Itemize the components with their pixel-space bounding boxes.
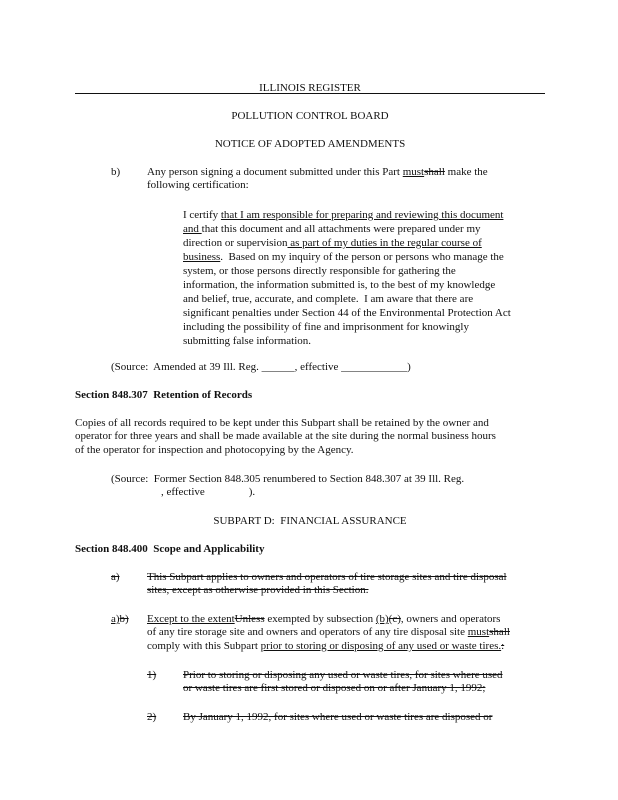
section-400-heading: Section 848.400 Scope and Applicability [75, 543, 265, 555]
item-b-text: Any person signing a document submitted under this Part mustshall make the following certification: [147, 166, 488, 192]
item-a-label: a) [111, 571, 120, 583]
item-b-label: b) [111, 166, 121, 178]
subitem-1-label: 1) [147, 669, 157, 681]
board-title: POLLUTION CONTROL BOARD [231, 110, 389, 122]
section-307-heading: Section 848.307 Retention of Records [75, 389, 253, 401]
subitem-2-label: 2) [147, 711, 157, 723]
section-307-body: Copies of all records required to be kept under this Subpart shall be retained by the owner and operator for three years and shall be made available at the site during the normal business hours of the operator for inspection and photocopying by the Agency. [75, 417, 496, 456]
item-ab-text: Except to the extentUnless exempted by subsection (b)(c), owners and operators of any tire storage site and owners and operators of any tire disposal site mustshall comply with this Subpart prior to storing or disposing of any used or waste tires.: [147, 613, 510, 652]
notice-title: NOTICE OF ADOPTED AMENDMENTS [214, 138, 406, 150]
subitem-1-text: Prior to storing or disposing any used or waste tires, for sites where used or waste tires are first stored or disposed on or after January 1, 1992; [183, 669, 503, 695]
source-note-renumbered: (Source: Former Section 848.305 renumbered to Section 848.307 at 39 Ill. Reg. , effective ). [111, 473, 465, 499]
certification-text: I certify that I am responsible for preparing and reviewing this document and that this document and all attachments were prepared under my direction or supervision as part of my duties in the regular course of business. Based on my inquiry of the person or persons who manage the system, or those persons directly responsible for gathering the information, the information submitted is, to the best of my knowledge and belief, true, accurate, and complete. I am aware that there are significant penalties under Section 44 of the Environmental Protection Act including the possibility of fine and imprisonment for knowingly submitting false information. [183, 209, 511, 347]
source-note-amended: (Source: Amended at 39 Ill. Reg. ______, effective ____________) [111, 361, 411, 373]
item-ab-label: a)b) [111, 613, 129, 625]
subpart-d-title: SUBPART D: FINANCIAL ASSURANCE [213, 515, 407, 527]
register-title: ILLINOIS REGISTER [259, 82, 361, 94]
item-a-text: This Subpart applies to owners and operators of tire storage sites and tire disposal sites, except as otherwise provided in this Section. [147, 571, 507, 597]
subitem-2-text: By January 1, 1992, for sites where used or waste tires are disposed or [183, 711, 493, 723]
